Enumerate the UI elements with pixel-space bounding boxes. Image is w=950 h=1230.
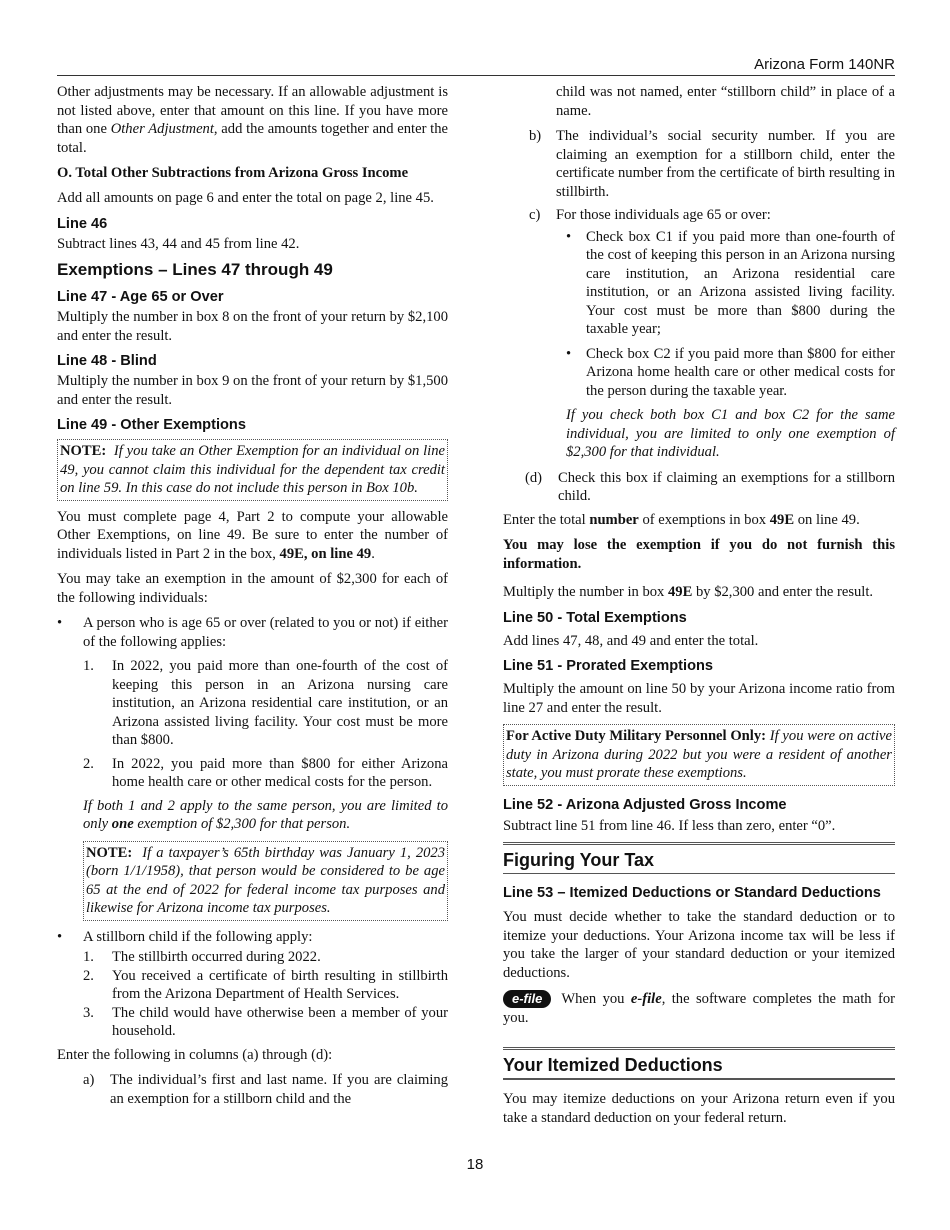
line-52-text: Subtract line 51 from line 46. If less than zero, enter “0”.: [503, 817, 836, 834]
list-item: 3. The child would have otherwise been a member of your household.: [83, 1004, 448, 1039]
other-adjustments-paragraph: Other adjustments may be necessary. If an allowable adjustment is not listed above, enter that amount on this line. If you have more than one Other Adjustment, add the amounts together and enter the total.: [57, 84, 449, 156]
enter-total-paragraph: Enter the total number of exemptions in box 49E on line 49.: [503, 511, 860, 528]
c2-item: • Check box C2 if you paid more than $800 for either Arizona home health care or other medical costs for the person during the taxable year.: [566, 345, 895, 399]
limit-note: If both 1 and 2 apply to the same person, you are limited to only one exemption of $2,300 for that person.: [83, 797, 448, 832]
line-53-text: You must decide whether to take the standard deduction or to itemize your deductions. Your Arizona income tax will be less if you take the larger of your standard deduction or your itemized deductions.: [503, 909, 895, 981]
stillborn-list: [83, 948, 448, 1041]
bullet-stillborn: • A stillborn child if the following apply:: [57, 928, 313, 945]
line-46-heading: Line 46: [57, 215, 108, 232]
figuring-your-tax-heading: Figuring Your Tax: [503, 850, 655, 870]
complete-part2-paragraph: You must complete page 4, Part 2 to compute your allowable Other Exemptions, on line 49. Be sure to enter the number of individuals listed in Part 2 in the box, 49E, on line 49.: [57, 508, 448, 562]
note-dependent-credit: NOTE: If you take an Other Exemption for an individual on line 49, you cannot claim this individual for the dependent tax credit on line 59. In this case do not include this person in Box 10b.: [57, 439, 448, 501]
line-47-heading: Line 47 - Age 65 or Over: [57, 289, 224, 305]
line-51-text: Multiply the amount on line 50 by your Arizona income ratio from line 27 and enter the result.: [503, 681, 895, 716]
bullet-icon: •: [566, 345, 572, 362]
line-48-text: Multiply the number in box 9 on the front of your return by $1,500 and enter the result.: [57, 373, 448, 408]
bullet-icon: •: [566, 228, 572, 245]
column-b-item: b) The individual’s social security number. If you are claiming an exemption for a stillborn child, enter the certificate number from the certificate of birth resulting in stillbirth.: [529, 128, 895, 200]
age-65-list: [83, 657, 448, 921]
list-item: 2. You received a certificate of birth resulting in stillbirth from the Arizona Department of Health Services.: [83, 967, 448, 1002]
section-o-text: Add all amounts on page 6 and enter the total on page 2, line 45.: [57, 190, 434, 206]
column-c-item: c) For those individuals age 65 or over:: [529, 207, 771, 223]
c-limit-note: If you check both box C1 and box C2 for the same individual, you are limited to only one exemption of $2,300 for that individual.: [566, 407, 895, 460]
line-49-heading: Line 49 - Other Exemptions: [57, 417, 246, 433]
list-item: 2. In 2022, you paid more than $800 for either Arizona home health care or other medical costs for the person.: [83, 755, 448, 790]
list-item: 1. The stillbirth occurred during 2022.: [83, 949, 321, 965]
column-d-item: (d) Check this box if claiming an exemptions for a stillborn child.: [525, 469, 895, 504]
military-note: For Active Duty Military Personnel Only: If you were on active duty in Arizona during 2022 but you were a resident of another state, you must prorate these exemptions.: [503, 724, 895, 786]
left-column: [57, 83, 448, 1113]
c1-item: • Check box C1 if you paid more than one-fourth of the cost of keeping this person in an Arizona nursing care institution, an Arizona residential care institution, or an Arizona assisted living facility. Your cost must be more than $800 during the taxable year;: [566, 228, 895, 337]
bullet-icon: •: [57, 928, 63, 945]
itemized-deductions-banner: [503, 1047, 895, 1080]
may-take-paragraph: You may take an exemption in the amount of $2,300 for each of the following individuals:: [57, 571, 448, 606]
columns-instruction: Enter the following in columns (a) through (d):: [57, 1046, 333, 1063]
bullet-age-65: • A person who is age 65 or over (related to you or not) if either of the following applies:: [57, 615, 448, 650]
line-53-heading: Line 53 – Itemized Deductions or Standard Deductions: [503, 885, 881, 901]
note-65th-birthday: NOTE: If a taxpayer’s 65th birthday was January 1, 2023 (born 1/1/1958), that person would be considered to be age 65 at the end of 2022 for federal income tax purposes and likewise for Arizona income tax purposes.: [83, 841, 448, 921]
figuring-your-tax-banner: [503, 842, 895, 874]
line-47-text: Multiply the number in box 8 on the front of your return by $2,100 and enter the result.: [57, 309, 448, 344]
list-item: 1. In 2022, you paid more than one-fourth of the cost of keeping this person in an Arizona nursing care institution, an Arizona residential care institution, or an Arizona assisted living facility. Your cost must be more than $800.: [83, 658, 448, 748]
itemized-deductions-heading: Your Itemized Deductions: [503, 1055, 723, 1075]
line-46-text: Subtract lines 43, 44 and 45 from line 42.: [57, 235, 300, 252]
section-o-heading: O. Total Other Subtractions from Arizona Gross Income: [57, 165, 409, 181]
column-a-continued: child was not named, enter “stillborn child” in place of a name.: [556, 84, 895, 119]
line-52-heading: Line 52 - Arizona Adjusted Gross Income: [503, 796, 787, 813]
c-checkbox-list: [566, 228, 895, 401]
itemized-text: You may itemize deductions on your Arizona return even if you take a standard deduction on your federal return.: [503, 1091, 895, 1126]
form-title: Arizona Form 140NR: [754, 56, 895, 73]
line-50-heading: Line 50 - Total Exemptions: [503, 609, 687, 626]
line-51-heading: Line 51 - Prorated Exemptions: [503, 658, 714, 674]
multiply-paragraph: Multiply the number in box 49E by $2,300 and enter the result.: [503, 584, 874, 600]
right-column: [503, 83, 895, 1134]
line-50-text: Add lines 47, 48, and 49 and enter the total.: [503, 632, 759, 649]
lose-exemption-warning: You may lose the exemption if you do not furnish this information.: [503, 537, 895, 572]
efile-logo: e-file: [503, 990, 551, 1008]
exemptions-heading: Exemptions – Lines 47 through 49: [57, 260, 333, 279]
column-a-item: a) The individual’s first and last name. If you are claiming an exemption for a stillborn child and the: [83, 1072, 448, 1107]
efile-paragraph: e-file When you e-file, the software completes the math for you.: [503, 991, 895, 1026]
bullet-icon: •: [57, 615, 63, 631]
line-48-heading: Line 48 - Blind: [57, 353, 157, 369]
page-number: 18: [466, 1156, 484, 1173]
header-rule: [57, 75, 895, 76]
